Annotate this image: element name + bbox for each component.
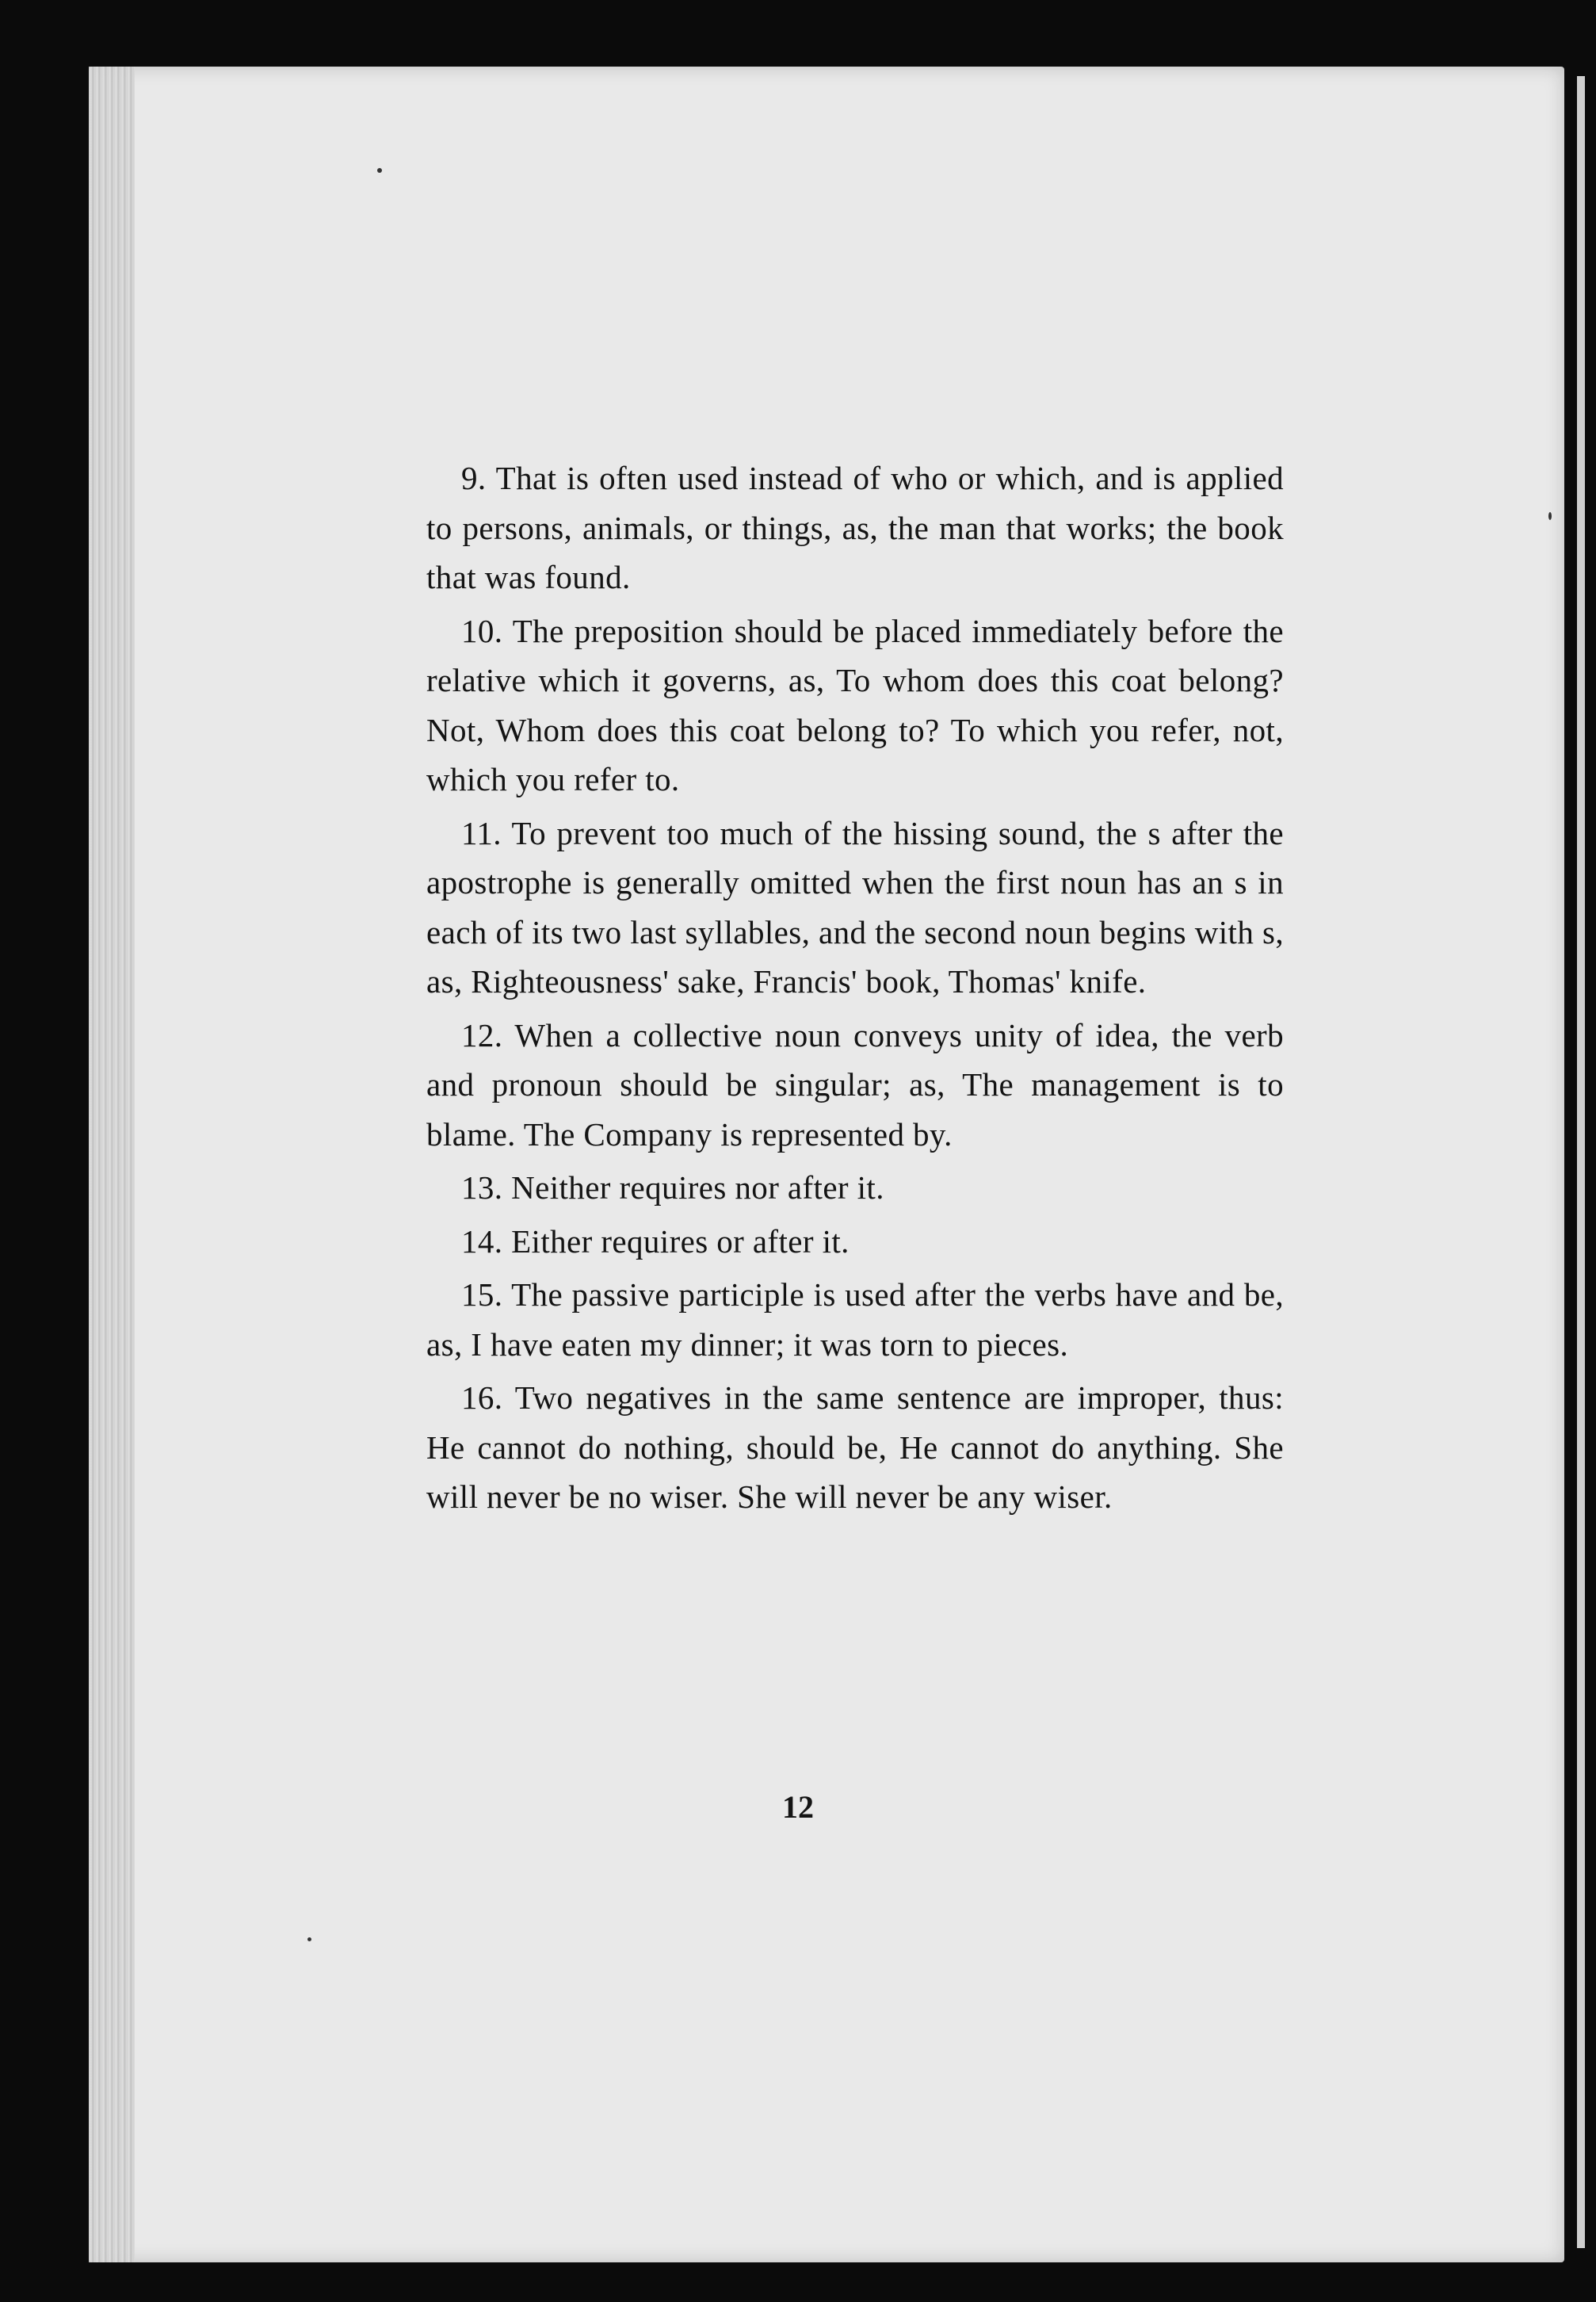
page-number: 12 [782,1789,814,1825]
adjacent-page-edge [1577,76,1585,2248]
rule-paragraph-14: 14. Either requires or after it. [461,1222,850,1260]
rule-paragraph-15: 15. The passive participle is used after the verbs have and be, as, I have eaten my dinner; it was torn to pieces. [426,1276,1284,1363]
dust-speck [377,168,382,173]
rule-paragraph-16: 16. Two negatives in the same sentence are improper, thus: He cannot do nothing, should be, He cannot do anything. She will never be no wiser. She will never be any wiser. [426,1379,1284,1515]
dust-speck [1548,512,1552,520]
rule-paragraph-11: 11. To prevent too much of the hissing sound, the s after the apostrophe is generally omitted when the first noun has an s in each of its two last syllables, and the second noun begins with s, as, Righteousness' sake, Francis' book, Thomas' knife. [426,814,1284,1000]
binding-edge [89,67,135,2262]
rule-paragraph-13: 13. Neither requires nor after it. [461,1169,884,1206]
body-text [426,453,1284,1526]
rule-paragraph-12: 12. When a collective noun conveys unity of idea, the verb and pronoun should be singular; as, The management is to blame. The Company is represented by. [426,1016,1284,1153]
dust-speck [307,1937,311,1941]
rule-paragraph-10: 10. The preposition should be placed immediately before the relative which it governs, as, To whom does this coat belong? Not, Whom does this coat belong to? To which you refer, not, which you refer to. [426,612,1284,797]
rule-paragraph-9: 9. That is often used instead of who or which, and is applied to persons, animals, or things, as, the man that works; the book that was found. [426,460,1284,595]
